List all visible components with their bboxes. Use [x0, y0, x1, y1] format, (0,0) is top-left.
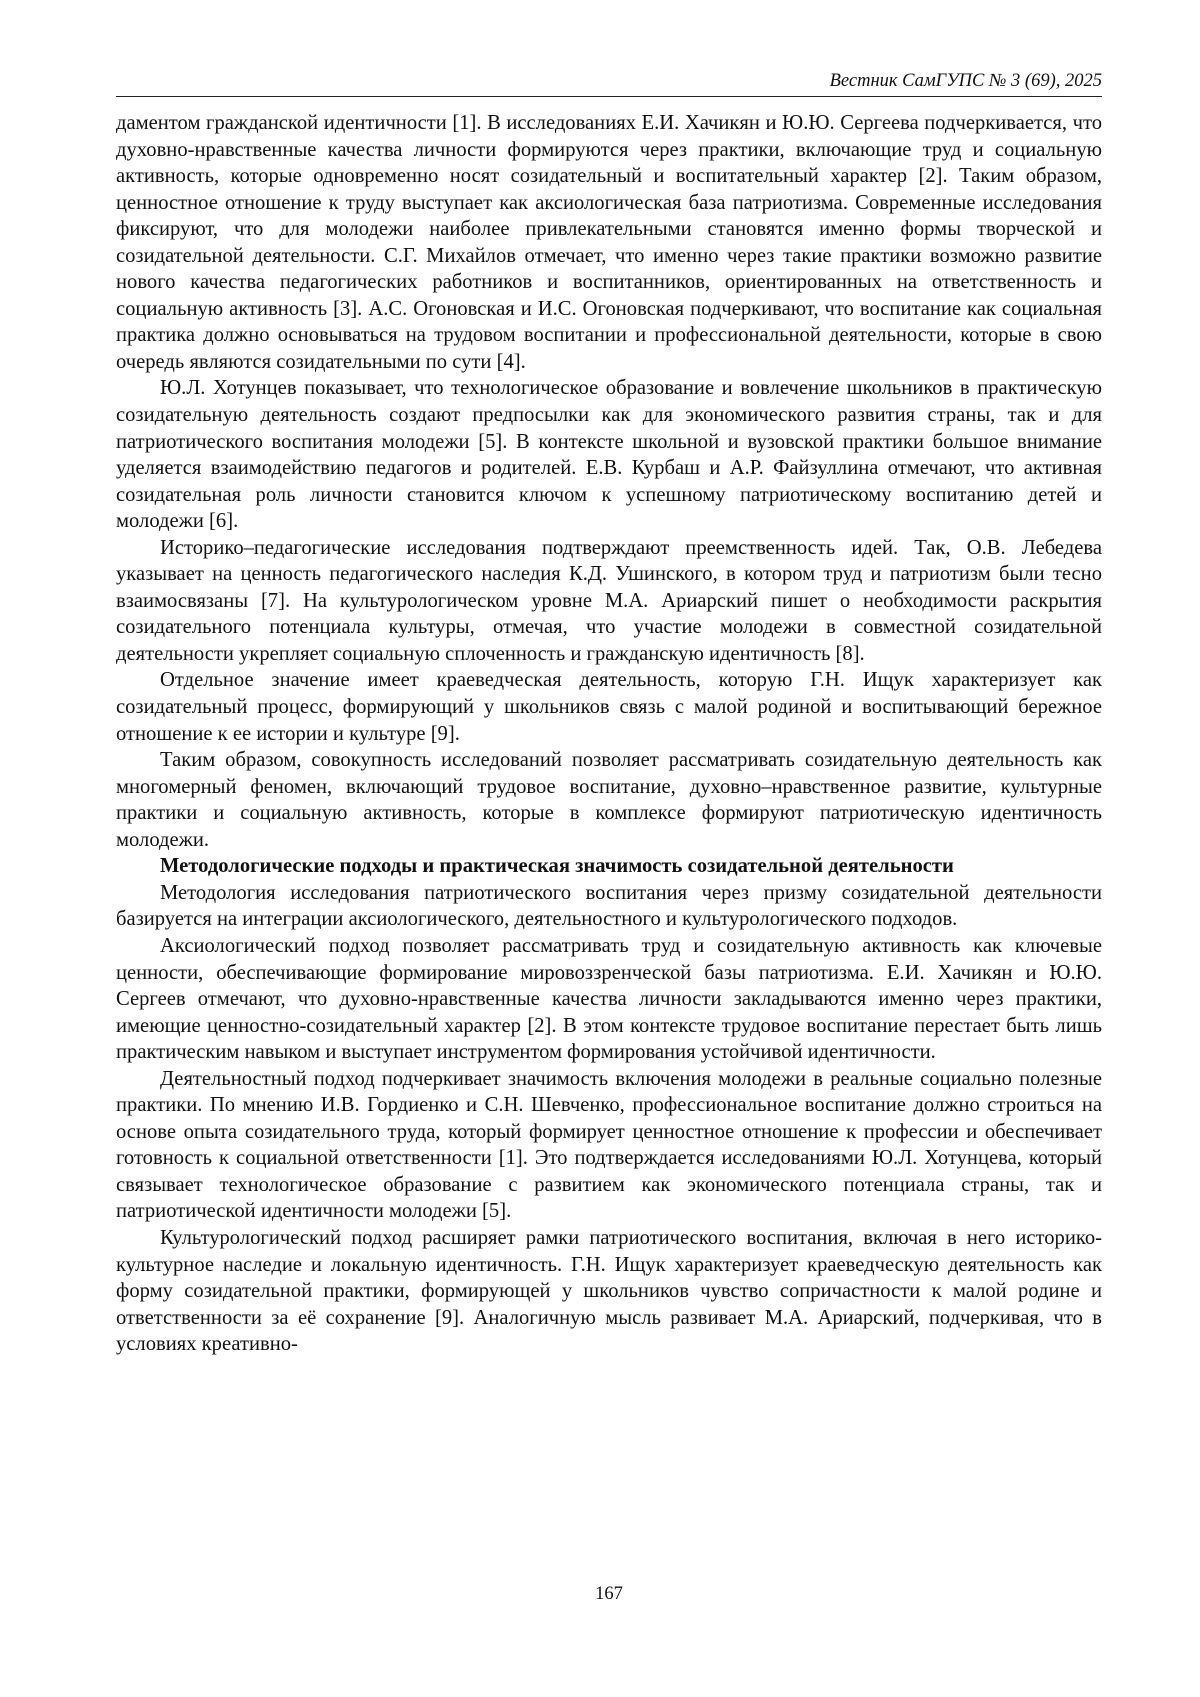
- paragraph: Отдельное значение имеет краеведческая деятельность, которую Г.Н. Ищук характеризует как созидательный процесс, формирующий у школьников связь с малой родиной и воспитывающий бережное отношение к ее истории и культуре [9].: [116, 669, 1102, 745]
- paragraph: Историко–педагогические исследования подтверждают преемственность идей. Так, О.В. Лебедева указывает на ценность педагогического наследия К.Д. Ушинского, в котором труд и патриотизм были тесно взаимосвязаны [7]. На культурологическом уровне М.А. Ариарский пишет о необходимости раскрытия созидательного потенциала культуры, отмечая, что участие молодежи в совместной созидательной деятельности укрепляет социальную сплоченность и гражданскую идентичность [8].: [116, 536, 1102, 665]
- paragraph: Аксиологический подход позволяет рассматривать труд и созидательную активность как ключевые ценности, обеспечивающие формирование мировоззренческой базы патриотизма. Е.И. Хачикян и Ю.Ю. Сергеев отмечают, что духовно-нравственные качества личности закладываются именно через практики, имеющие ценностно-созидательный характер [2]. В этом контексте трудовое воспитание перестает быть лишь практическим навыком и выступает инструментом формирования устойчивой идентичности.: [116, 934, 1102, 1064]
- header-divider: [116, 96, 1102, 97]
- paragraph: Ю.Л. Хотунцев показывает, что технологическое образование и вовлечение школьников в практическую созидательную деятельность создают предпосылки как для экономического развития страны, так и для патриотического воспитания молодежи [5]. В контексте школьной и вузовской практики большое внимание уделяется взаимодействию педагогов и родителей. Е.В. Курбаш и А.Р. Файзуллина отмечают, что активная созидательная роль личности становится ключом к успешному патриотическому воспитанию детей и молодежи [6].: [116, 377, 1102, 533]
- article-body: [116, 110, 1102, 1358]
- paragraph-continuation: даментом гражданской идентичности [1]. В исследованиях Е.И. Хачикян и Ю.Ю. Сергеева подчеркивается, что духовно-нравственные качества личности формируются через практики, включающие труд и социальную активность, которые одновременно носят созидательный и воспитательный характер [2]. Таким образом, ценностное отношение к труду выступает как аксиологическая база патриотизма. Современные исследования фиксируют, что для молодежи наиболее привлекательными становятся именно формы творческой и созидательной деятельности. С.Г. Михайлов отмечает, что именно через такие практики возможно развитие нового качества педагогических работников и воспитанников, ориентированных на ответственность и социальную активность [3]. А.С. Огоновская и И.С. Огоновская подчеркивают, что воспитание как социальная практика должно основываться на трудовом воспитании и профессиональной деятельности, которые в свою очередь являются созидательными по сути [4].: [116, 112, 1102, 373]
- paragraph: Культурологический подход расширяет рамки патриотического воспитания, включая в него историко-культурное наследие и локальную идентичность. Г.Н. Ищук характеризует краеведческую деятельность как форму созидательной практики, формирующей у школьников чувство сопричастности к малой родине и ответственности за её сохранение [9]. Аналогичную мысль развивает М.А. Ариарский, подчеркивая, что в условиях креативно-: [116, 1226, 1102, 1356]
- running-header: Вестник СамГУПС № 3 (69), 2025: [829, 71, 1102, 91]
- page-number: 167: [595, 1584, 623, 1604]
- paragraph: Таким образом, совокупность исследований позволяет рассматривать созидательную деятельность как многомерный феномен, включающий трудовое воспитание, духовно–нравственное развитие, культурные практики и социальную активность, которые в комплексе формируют патриотическую идентичность молодежи.: [116, 749, 1102, 851]
- paragraph: Деятельностный подход подчеркивает значимость включения молодежи в реальные социально полезные практики. По мнению И.В. Гордиенко и С.Н. Шевченко, профессиональное воспитание должно строиться на основе опыта созидательного труда, который формирует ценностное отношение к профессии и обеспечивает готовность к социальной ответственности [1]. Это подтверждается исследованиями Ю.Л. Хотунцева, который связывает технологическое образование с развитием как экономического потенциала страны, так и патриотической идентичности молодежи [5].: [116, 1067, 1102, 1223]
- paragraph: Методология исследования патриотического воспитания через призму созидательной деятельности базируется на интеграции аксиологического, деятельностного и культурологического подходов.: [116, 881, 1102, 931]
- section-heading: Методологические подходы и практическая значимость созидательной деятельности: [160, 855, 954, 878]
